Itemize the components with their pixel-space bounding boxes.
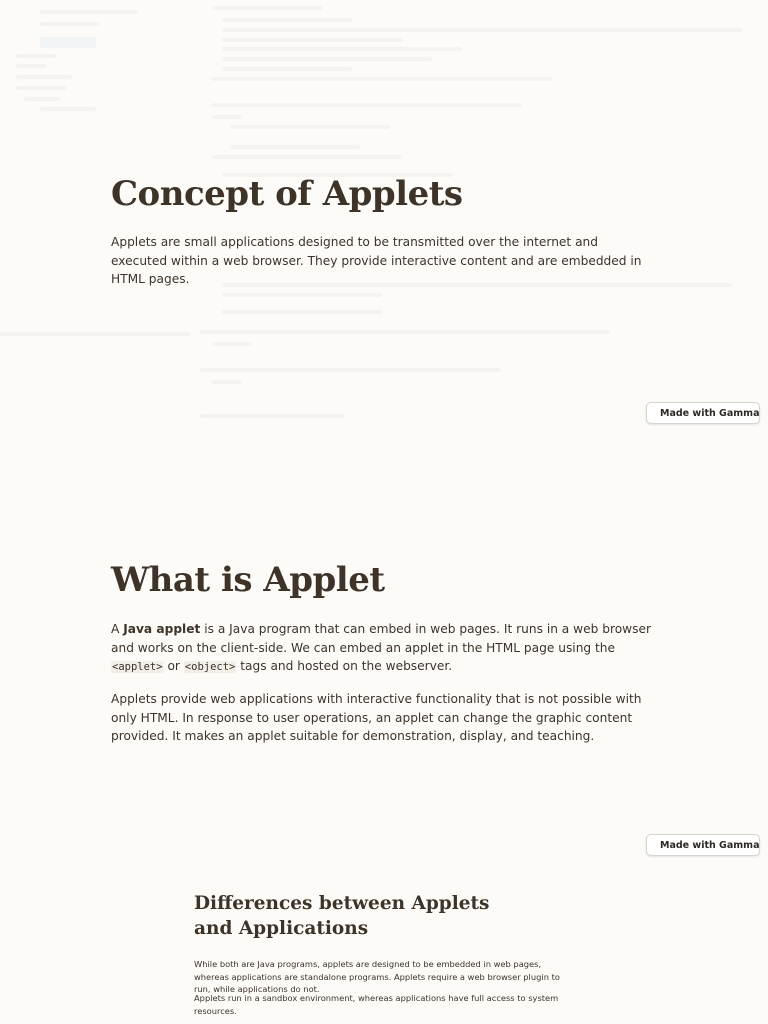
slide-what-is-applet [0,440,768,870]
inline-code: <object> [184,661,236,674]
slide-concept-of-applets [0,0,768,440]
text-span: or [163,659,184,674]
made-with-gamma-badge[interactable] [646,834,760,856]
text-span: tags and hosted on the webserver. [236,659,453,674]
inline-code: <applet> [112,661,163,674]
slide-paragraph-2: Applets provide web applications with interactive functionality that is not possible with only HTML. In response to user operations, an applet can change the graphic content provided. It makes an applet suitable for demonstration, display, and teaching. [111,692,642,744]
slide-title: Concept of Applets [111,174,463,214]
text-span: A [111,622,124,636]
text-span: is a Java program that can embed in web pages. It runs in a web browser and works on the client-side. We can embed an applet in the HTML page using the [111,622,651,655]
slide-body: Applets are small applications designed to be transmitted over the internet and executed within a web browser. They provide interactive content and are embedded in HTML pages. [111,235,642,287]
slide-title: Differences between Applets and Applications [194,893,490,939]
made-with-gamma-badge[interactable] [646,402,760,424]
bold-term: Java applet [123,622,201,636]
slide-paragraph-1 [111,620,651,677]
badge-label: Made with Gamma [660,839,760,851]
slide-title: What is Applet [111,560,385,600]
slide-text-1: While both are Java programs, applets are designed to be embedded in web pages, whereas applications are standalone programs. Applets require a web browser plugin to run, while applications do not. [194,959,560,995]
slide-differences [0,870,768,1024]
slide-text-2: Applets run in a sandbox environment, whereas applications have full access to system resources. [194,993,559,1016]
badge-label: Made with Gamma [660,407,760,419]
